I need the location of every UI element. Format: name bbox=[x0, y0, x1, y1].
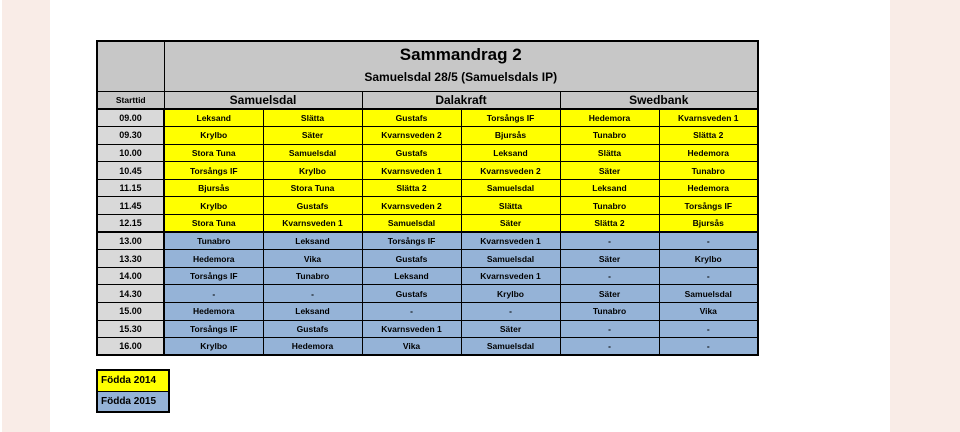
team-cell: Hedemora bbox=[263, 338, 362, 356]
table-row bbox=[97, 179, 758, 197]
team-cell: Hedemora bbox=[659, 144, 758, 162]
table-row bbox=[97, 215, 758, 233]
table-row bbox=[97, 232, 758, 250]
team-cell: Hedemora bbox=[659, 179, 758, 197]
team-cell: - bbox=[164, 285, 263, 303]
left-margin-strip bbox=[2, 0, 50, 432]
team-cell: Gustafs bbox=[362, 144, 461, 162]
team-cell: Samuelsdal bbox=[461, 338, 560, 356]
start-time-cell: 14.30 bbox=[97, 285, 164, 303]
team-cell: Säter bbox=[560, 285, 659, 303]
header-row bbox=[97, 91, 758, 109]
team-cell: - bbox=[659, 338, 758, 356]
team-cell: Samuelsdal bbox=[461, 179, 560, 197]
team-cell: Torsångs IF bbox=[164, 320, 263, 338]
team-cell: Säter bbox=[560, 250, 659, 268]
team-cell: Säter bbox=[263, 127, 362, 145]
table-row bbox=[97, 267, 758, 285]
team-cell: Kvarnsveden 1 bbox=[362, 162, 461, 180]
table-row bbox=[97, 338, 758, 356]
team-cell: Gustafs bbox=[263, 197, 362, 215]
team-cell: Vika bbox=[263, 250, 362, 268]
page-title: Sammandrag 2 bbox=[399, 45, 522, 64]
table-row bbox=[97, 285, 758, 303]
start-time-cell: 16.00 bbox=[97, 338, 164, 356]
team-cell: Slätta 2 bbox=[659, 127, 758, 145]
team-cell: Leksand bbox=[461, 144, 560, 162]
team-cell: Kvarnsveden 1 bbox=[362, 320, 461, 338]
table-row bbox=[97, 109, 758, 127]
team-cell: Tunabro bbox=[164, 232, 263, 250]
team-cell: Kvarnsveden 2 bbox=[461, 162, 560, 180]
team-cell: Krylbo bbox=[164, 197, 263, 215]
team-cell: - bbox=[659, 320, 758, 338]
team-cell: Samuelsdal bbox=[362, 215, 461, 233]
team-cell: Tunabro bbox=[659, 162, 758, 180]
start-time-cell: 13.00 bbox=[97, 232, 164, 250]
team-cell: Säter bbox=[560, 162, 659, 180]
table-row bbox=[97, 162, 758, 180]
table-row bbox=[97, 250, 758, 268]
group-header-dalakraft: Dalakraft bbox=[362, 91, 560, 109]
time-column-header: Starttid bbox=[97, 91, 164, 109]
team-cell: - bbox=[362, 303, 461, 321]
team-cell: - bbox=[659, 232, 758, 250]
team-cell: - bbox=[659, 267, 758, 285]
start-time-cell: 11.45 bbox=[97, 197, 164, 215]
team-cell: Kvarnsveden 1 bbox=[659, 109, 758, 127]
table-row bbox=[97, 303, 758, 321]
team-cell: Leksand bbox=[164, 109, 263, 127]
page-subtitle: Samuelsdal 28/5 (Samuelsdals IP) bbox=[364, 70, 558, 84]
team-cell: Kvarnsveden 2 bbox=[362, 197, 461, 215]
team-cell: Bjursås bbox=[659, 215, 758, 233]
corner-cell bbox=[97, 41, 164, 91]
team-cell: Kvarnsveden 2 bbox=[362, 127, 461, 145]
team-cell: Stora Tuna bbox=[164, 215, 263, 233]
team-cell: Torsångs IF bbox=[164, 162, 263, 180]
start-time-cell: 10.45 bbox=[97, 162, 164, 180]
table-row bbox=[97, 127, 758, 145]
team-cell: Säter bbox=[461, 320, 560, 338]
group-header-samuelsdal: Samuelsdal bbox=[164, 91, 362, 109]
team-cell: Tunabro bbox=[560, 303, 659, 321]
team-cell: Kvarnsveden 1 bbox=[263, 215, 362, 233]
team-cell: Slätta 2 bbox=[362, 179, 461, 197]
team-cell: Stora Tuna bbox=[263, 179, 362, 197]
team-cell: Samuelsdal bbox=[659, 285, 758, 303]
team-cell: Krylbo bbox=[461, 285, 560, 303]
team-cell: Slätta bbox=[263, 109, 362, 127]
team-cell: - bbox=[560, 338, 659, 356]
team-cell: Tunabro bbox=[560, 127, 659, 145]
schedule-body bbox=[97, 109, 758, 355]
start-time-cell: 11.15 bbox=[97, 179, 164, 197]
team-cell: Gustafs bbox=[263, 320, 362, 338]
table-row bbox=[97, 197, 758, 215]
schedule-table bbox=[96, 40, 759, 356]
team-cell: Hedemora bbox=[164, 250, 263, 268]
team-cell: - bbox=[560, 267, 659, 285]
team-cell: Leksand bbox=[263, 303, 362, 321]
team-cell: Kvarnsveden 1 bbox=[461, 232, 560, 250]
team-cell: Stora Tuna bbox=[164, 144, 263, 162]
team-cell: Slätta bbox=[560, 144, 659, 162]
team-cell: Leksand bbox=[263, 232, 362, 250]
team-cell: Torsångs IF bbox=[659, 197, 758, 215]
team-cell: Säter bbox=[461, 215, 560, 233]
start-time-cell: 09.30 bbox=[97, 127, 164, 145]
team-cell: Torsångs IF bbox=[362, 232, 461, 250]
team-cell: Vika bbox=[362, 338, 461, 356]
start-time-cell: 14.00 bbox=[97, 267, 164, 285]
team-cell: Gustafs bbox=[362, 109, 461, 127]
team-cell: Tunabro bbox=[263, 267, 362, 285]
team-cell: Vika bbox=[659, 303, 758, 321]
start-time-cell: 13.30 bbox=[97, 250, 164, 268]
team-cell: Slätta 2 bbox=[560, 215, 659, 233]
team-cell: Slätta bbox=[461, 197, 560, 215]
table-row bbox=[97, 144, 758, 162]
team-cell: Tunabro bbox=[560, 197, 659, 215]
team-cell: Gustafs bbox=[362, 250, 461, 268]
team-cell: Krylbo bbox=[164, 127, 263, 145]
start-time-cell: 12.15 bbox=[97, 215, 164, 233]
start-time-cell: 15.30 bbox=[97, 320, 164, 338]
start-time-cell: 10.00 bbox=[97, 144, 164, 162]
title-cell bbox=[164, 41, 758, 91]
legend bbox=[96, 369, 170, 413]
table-row bbox=[97, 320, 758, 338]
right-margin-strip bbox=[890, 0, 960, 432]
team-cell: Leksand bbox=[362, 267, 461, 285]
start-time-cell: 15.00 bbox=[97, 303, 164, 321]
team-cell: Hedemora bbox=[560, 109, 659, 127]
team-cell: Torsångs IF bbox=[164, 267, 263, 285]
team-cell: Bjursås bbox=[164, 179, 263, 197]
group-header-swedbank: Swedbank bbox=[560, 91, 758, 109]
team-cell: Samuelsdal bbox=[461, 250, 560, 268]
team-cell: - bbox=[461, 303, 560, 321]
legend-item-2015: Födda 2015 bbox=[98, 391, 168, 411]
team-cell: Kvarnsveden 1 bbox=[461, 267, 560, 285]
team-cell: Krylbo bbox=[263, 162, 362, 180]
team-cell: Gustafs bbox=[362, 285, 461, 303]
title-row bbox=[97, 41, 758, 91]
team-cell: Leksand bbox=[560, 179, 659, 197]
team-cell: - bbox=[560, 320, 659, 338]
team-cell: Krylbo bbox=[164, 338, 263, 356]
start-time-cell: 09.00 bbox=[97, 109, 164, 127]
legend-item-2014: Födda 2014 bbox=[98, 371, 168, 391]
team-cell: Bjursås bbox=[461, 127, 560, 145]
team-cell: Samuelsdal bbox=[263, 144, 362, 162]
team-cell: Hedemora bbox=[164, 303, 263, 321]
team-cell: - bbox=[560, 232, 659, 250]
team-cell: Torsångs IF bbox=[461, 109, 560, 127]
team-cell: Krylbo bbox=[659, 250, 758, 268]
team-cell: - bbox=[263, 285, 362, 303]
